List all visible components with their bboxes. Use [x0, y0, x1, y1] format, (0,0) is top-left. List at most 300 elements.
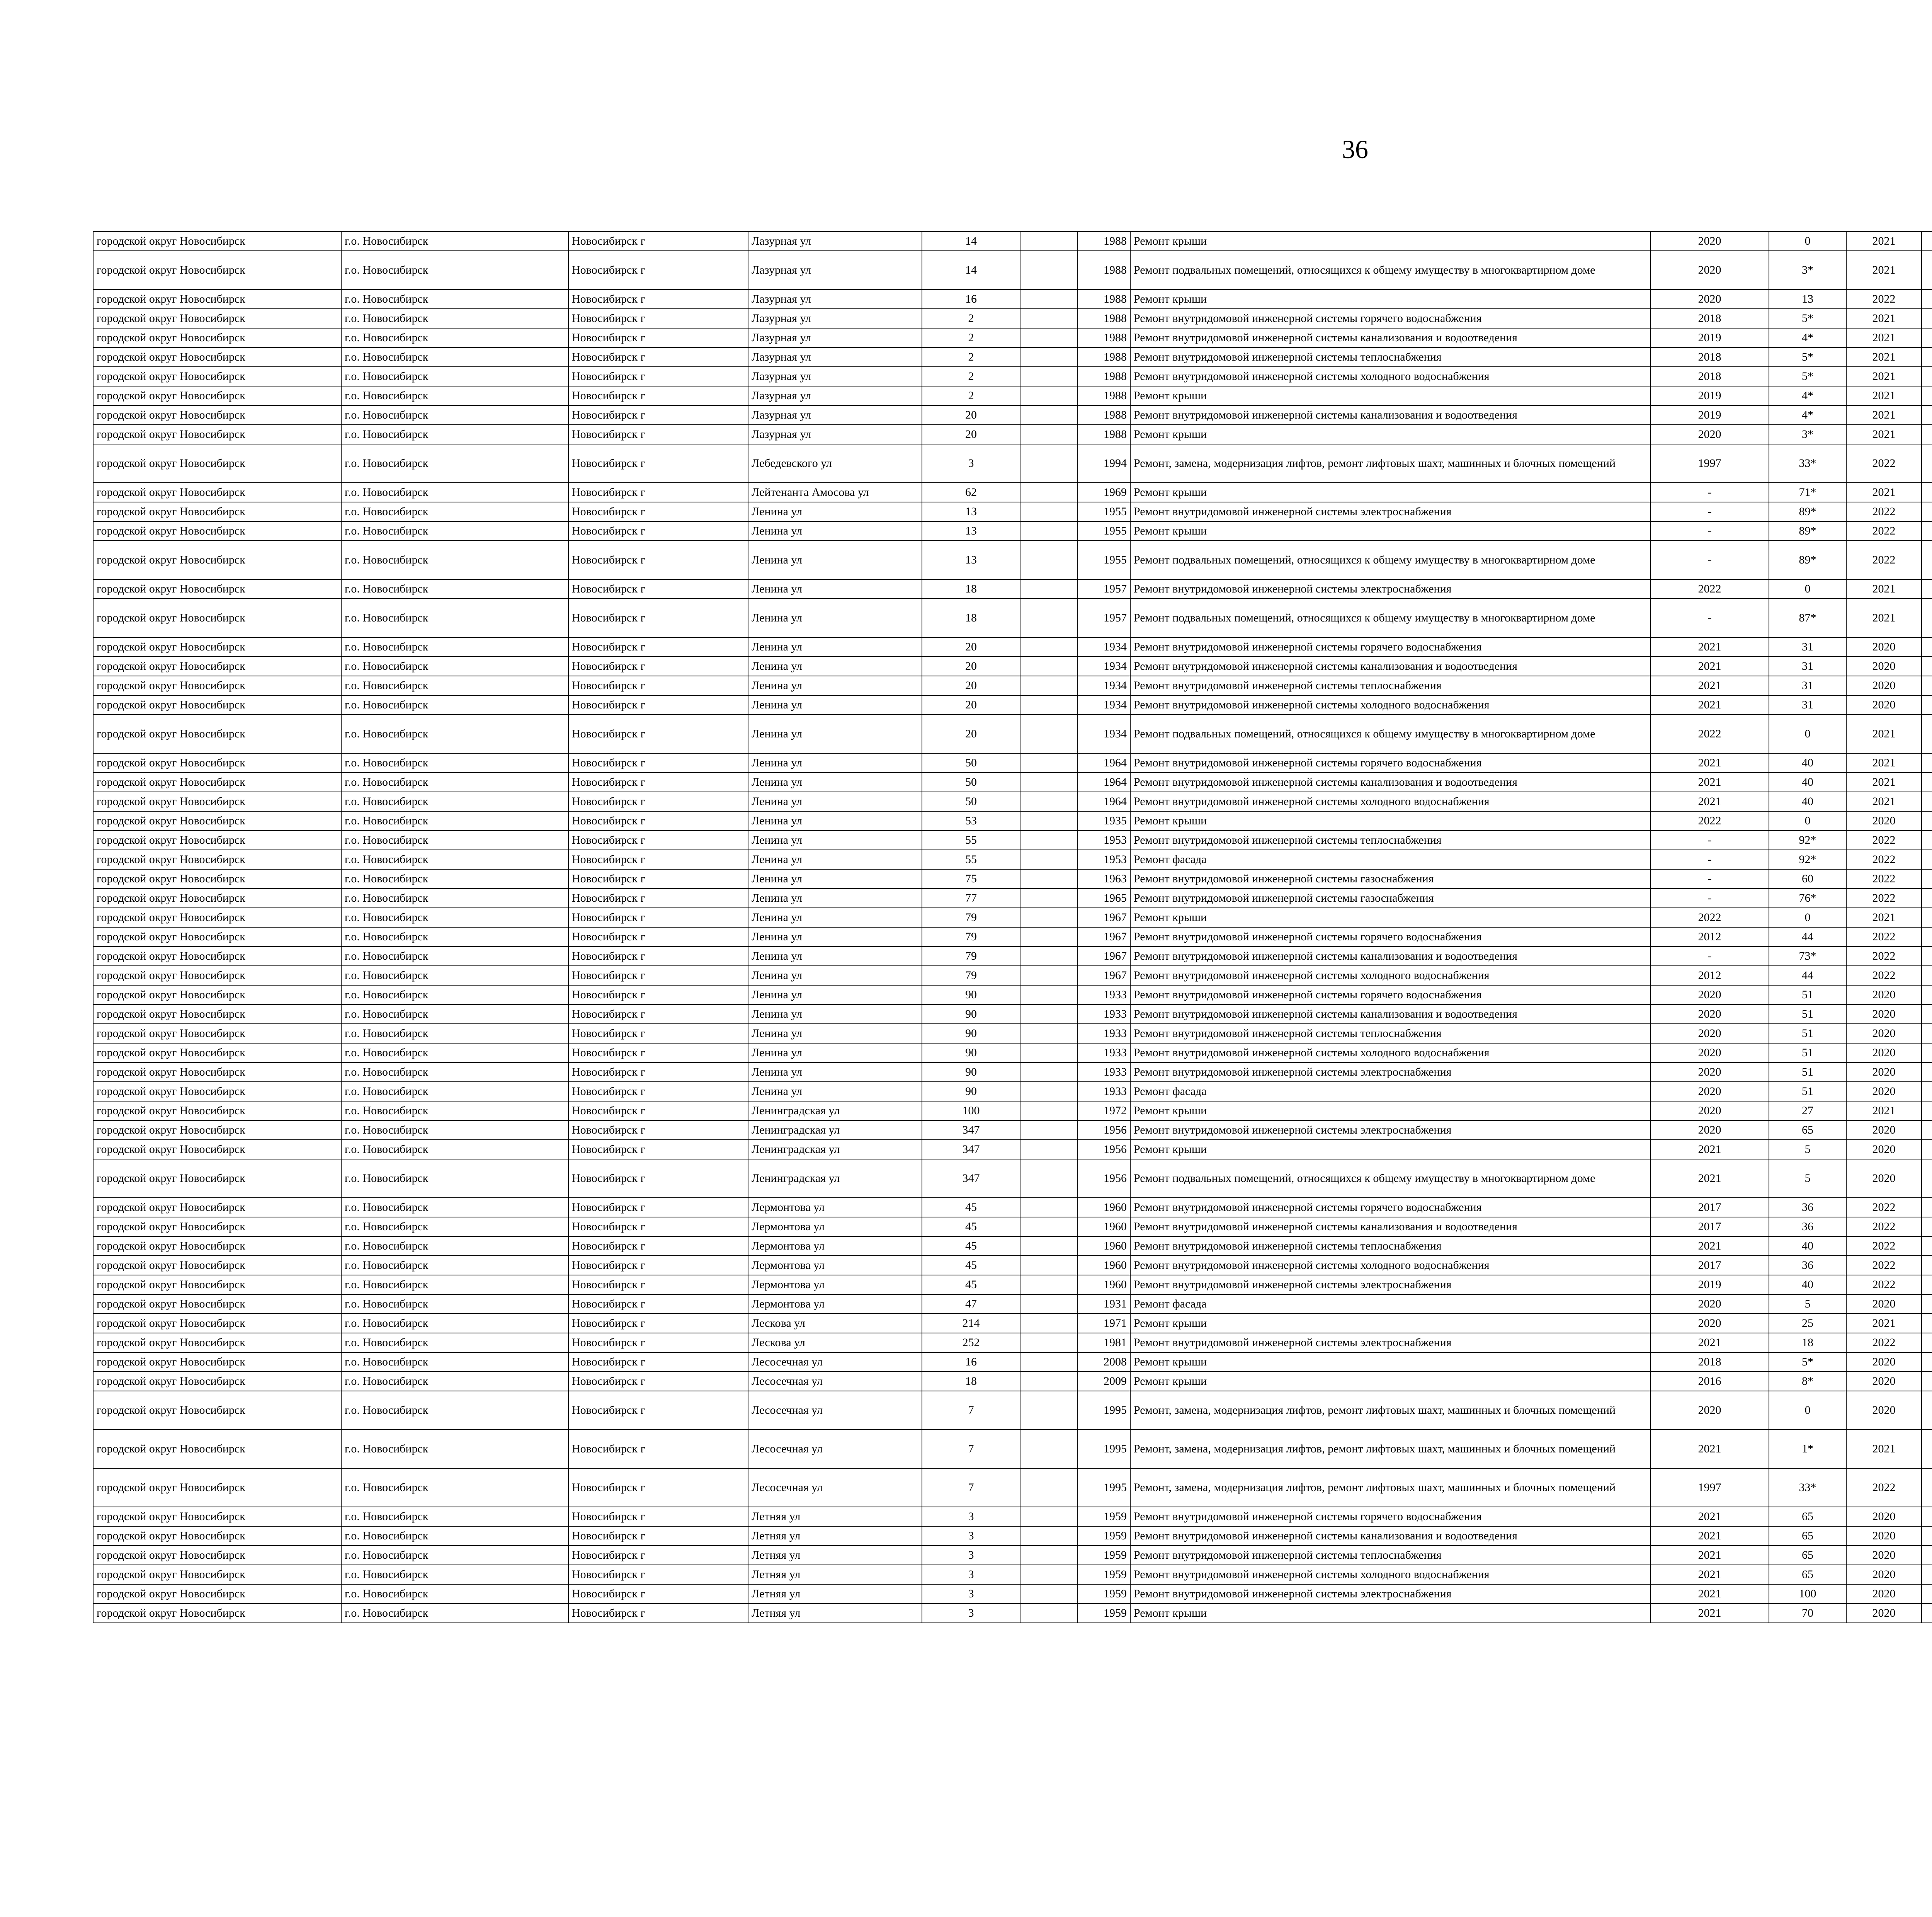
cell-built-year: 1934: [1077, 676, 1130, 695]
cell-wear-percent: 0: [1769, 579, 1846, 599]
cell-wear-percent: 0: [1769, 811, 1846, 831]
cell-plan-end-year: [1922, 444, 1932, 483]
cell-wear-percent: 33*: [1769, 444, 1846, 483]
cell-wear-percent: 1*: [1769, 1430, 1846, 1468]
cell-municipality: городской округ Новосибирск: [93, 405, 341, 425]
cell-built-year: 1967: [1077, 908, 1130, 927]
cell-work-type: Ремонт крыши: [1130, 232, 1650, 251]
cell-house-number: 77: [922, 889, 1020, 908]
cell-built-year: 1988: [1077, 425, 1130, 444]
cell-house-number: 55: [922, 831, 1020, 850]
cell-last-repair-year: 2020: [1650, 289, 1769, 309]
cell-locality: Новосибирск г: [568, 792, 748, 811]
cell-work-type: Ремонт внутридомовой инженерной системы канализования и водоотведения: [1130, 328, 1650, 347]
table-row: [93, 232, 1932, 251]
cell-settlement: г.о. Новосибирск: [341, 1256, 568, 1275]
cell-building-number: [1020, 1391, 1077, 1430]
cell-settlement: г.о. Новосибирск: [341, 637, 568, 657]
cell-building-number: [1020, 541, 1077, 579]
cell-plan-start-year: 2021: [1846, 908, 1922, 927]
table-row: [93, 1565, 1932, 1584]
cell-municipality: городской округ Новосибирск: [93, 1217, 341, 1236]
table-row: [93, 251, 1932, 289]
cell-built-year: 1960: [1077, 1198, 1130, 1217]
cell-plan-start-year: 2020: [1846, 1546, 1922, 1565]
cell-wear-percent: 40: [1769, 792, 1846, 811]
cell-plan-start-year: 2022: [1846, 502, 1922, 521]
cell-street: Лебедевского ул: [748, 444, 922, 483]
table-row: [93, 1198, 1932, 1217]
table-row: [93, 289, 1932, 309]
cell-house-number: 3: [922, 1507, 1020, 1526]
cell-plan-end-year: [1922, 1082, 1932, 1101]
cell-house-number: 62: [922, 483, 1020, 502]
cell-settlement: г.о. Новосибирск: [341, 985, 568, 1004]
cell-building-number: [1020, 831, 1077, 850]
cell-house-number: 3: [922, 1584, 1020, 1604]
cell-house-number: 53: [922, 811, 1020, 831]
cell-house-number: 90: [922, 1082, 1020, 1101]
cell-building-number: [1020, 579, 1077, 599]
table-row: [93, 831, 1932, 850]
cell-built-year: 1967: [1077, 927, 1130, 947]
cell-municipality: городской округ Новосибирск: [93, 1372, 341, 1391]
cell-settlement: г.о. Новосибирск: [341, 1159, 568, 1198]
cell-municipality: городской округ Новосибирск: [93, 541, 341, 579]
cell-plan-end-year: [1922, 908, 1932, 927]
cell-plan-end-year: [1922, 1024, 1932, 1043]
cell-building-number: [1020, 1294, 1077, 1314]
cell-building-number: [1020, 405, 1077, 425]
cell-wear-percent: 3*: [1769, 251, 1846, 289]
cell-street: Ленина ул: [748, 869, 922, 889]
cell-plan-start-year: 2020: [1846, 1120, 1922, 1140]
cell-municipality: городской округ Новосибирск: [93, 1043, 341, 1062]
cell-work-type: Ремонт внутридомовой инженерной системы газоснабжения: [1130, 889, 1650, 908]
cell-plan-end-year: [1922, 1159, 1932, 1198]
cell-work-type: Ремонт крыши: [1130, 1372, 1650, 1391]
cell-house-number: 2: [922, 367, 1020, 386]
cell-house-number: 90: [922, 1062, 1020, 1082]
cell-work-type: Ремонт внутридомовой инженерной системы канализования и водоотведения: [1130, 657, 1650, 676]
cell-work-type: Ремонт внутридомовой инженерной системы горячего водоснабжения: [1130, 309, 1650, 328]
cell-building-number: [1020, 1120, 1077, 1140]
cell-house-number: 90: [922, 985, 1020, 1004]
cell-building-number: [1020, 792, 1077, 811]
cell-house-number: 16: [922, 1352, 1020, 1372]
cell-plan-end-year: [1922, 1584, 1932, 1604]
cell-settlement: г.о. Новосибирск: [341, 1198, 568, 1217]
cell-wear-percent: 27: [1769, 1101, 1846, 1120]
cell-locality: Новосибирск г: [568, 1546, 748, 1565]
cell-locality: Новосибирск г: [568, 966, 748, 985]
cell-locality: Новосибирск г: [568, 889, 748, 908]
cell-building-number: [1020, 1468, 1077, 1507]
cell-building-number: [1020, 1565, 1077, 1584]
cell-last-repair-year: 1997: [1650, 1468, 1769, 1507]
cell-last-repair-year: 2020: [1650, 1120, 1769, 1140]
cell-municipality: городской округ Новосибирск: [93, 309, 341, 328]
cell-building-number: [1020, 947, 1077, 966]
cell-plan-start-year: 2021: [1846, 579, 1922, 599]
cell-wear-percent: 65: [1769, 1546, 1846, 1565]
cell-wear-percent: 65: [1769, 1565, 1846, 1584]
cell-work-type: Ремонт внутридомовой инженерной системы электроснабжения: [1130, 1120, 1650, 1140]
cell-last-repair-year: 2020: [1650, 425, 1769, 444]
cell-plan-start-year: 2020: [1846, 676, 1922, 695]
cell-built-year: 1988: [1077, 309, 1130, 328]
cell-house-number: 100: [922, 1101, 1020, 1120]
table-row: [93, 773, 1932, 792]
table-row: [93, 1468, 1932, 1507]
cell-house-number: 79: [922, 947, 1020, 966]
table-row: [93, 1333, 1932, 1352]
table-row: [93, 947, 1932, 966]
cell-street: Летняя ул: [748, 1584, 922, 1604]
cell-building-number: [1020, 1101, 1077, 1120]
cell-work-type: Ремонт внутридомовой инженерной системы теплоснабжения: [1130, 1024, 1650, 1043]
cell-wear-percent: 51: [1769, 1004, 1846, 1024]
cell-plan-start-year: 2022: [1846, 831, 1922, 850]
cell-plan-end-year: [1922, 773, 1932, 792]
cell-building-number: [1020, 328, 1077, 347]
cell-built-year: 1960: [1077, 1256, 1130, 1275]
cell-building-number: [1020, 1372, 1077, 1391]
table-row: [93, 483, 1932, 502]
cell-built-year: 1972: [1077, 1101, 1130, 1120]
cell-settlement: г.о. Новосибирск: [341, 502, 568, 521]
cell-building-number: [1020, 927, 1077, 947]
cell-last-repair-year: 2020: [1650, 1294, 1769, 1314]
cell-house-number: 347: [922, 1120, 1020, 1140]
page-number: 36: [1342, 134, 1368, 164]
cell-wear-percent: 3*: [1769, 425, 1846, 444]
cell-plan-start-year: 2020: [1846, 1082, 1922, 1101]
cell-settlement: г.о. Новосибирск: [341, 927, 568, 947]
cell-locality: Новосибирск г: [568, 695, 748, 715]
cell-street: Ленина ул: [748, 811, 922, 831]
cell-street: Лермонтова ул: [748, 1256, 922, 1275]
cell-house-number: 7: [922, 1468, 1020, 1507]
cell-settlement: г.о. Новосибирск: [341, 1604, 568, 1623]
cell-plan-end-year: [1922, 1372, 1932, 1391]
cell-municipality: городской округ Новосибирск: [93, 502, 341, 521]
cell-locality: Новосибирск г: [568, 1043, 748, 1062]
table-row: [93, 908, 1932, 927]
cell-building-number: [1020, 232, 1077, 251]
cell-built-year: 1935: [1077, 811, 1130, 831]
cell-locality: Новосибирск г: [568, 1120, 748, 1140]
cell-house-number: 90: [922, 1043, 1020, 1062]
cell-settlement: г.о. Новосибирск: [341, 1430, 568, 1468]
cell-work-type: Ремонт внутридомовой инженерной системы электроснабжения: [1130, 579, 1650, 599]
cell-house-number: 7: [922, 1430, 1020, 1468]
cell-built-year: 1955: [1077, 502, 1130, 521]
cell-locality: Новосибирск г: [568, 831, 748, 850]
cell-locality: Новосибирск г: [568, 1217, 748, 1236]
cell-plan-end-year: [1922, 1565, 1932, 1584]
cell-work-type: Ремонт внутридомовой инженерной системы канализования и водоотведения: [1130, 947, 1650, 966]
cell-work-type: Ремонт внутридомовой инженерной системы электроснабжения: [1130, 502, 1650, 521]
cell-built-year: 1959: [1077, 1604, 1130, 1623]
cell-building-number: [1020, 1082, 1077, 1101]
cell-house-number: 347: [922, 1140, 1020, 1159]
cell-work-type: Ремонт внутридомовой инженерной системы теплоснабжения: [1130, 676, 1650, 695]
cell-plan-end-year: [1922, 309, 1932, 328]
cell-plan-end-year: [1922, 483, 1932, 502]
cell-last-repair-year: -: [1650, 599, 1769, 637]
table-row: [93, 1256, 1932, 1275]
cell-settlement: г.о. Новосибирск: [341, 1236, 568, 1256]
cell-house-number: 50: [922, 773, 1020, 792]
cell-settlement: г.о. Новосибирск: [341, 1004, 568, 1024]
cell-wear-percent: 51: [1769, 1024, 1846, 1043]
cell-settlement: г.о. Новосибирск: [341, 1526, 568, 1546]
cell-municipality: городской округ Новосибирск: [93, 1391, 341, 1430]
cell-built-year: 1959: [1077, 1565, 1130, 1584]
cell-house-number: 20: [922, 425, 1020, 444]
cell-house-number: 90: [922, 1024, 1020, 1043]
cell-plan-end-year: [1922, 425, 1932, 444]
cell-municipality: городской округ Новосибирск: [93, 579, 341, 599]
cell-wear-percent: 44: [1769, 927, 1846, 947]
cell-work-type: Ремонт внутридомовой инженерной системы холодного водоснабжения: [1130, 792, 1650, 811]
cell-built-year: 1933: [1077, 1004, 1130, 1024]
cell-last-repair-year: 2018: [1650, 309, 1769, 328]
cell-street: Ленина ул: [748, 850, 922, 869]
cell-settlement: г.о. Новосибирск: [341, 1043, 568, 1062]
cell-plan-start-year: 2022: [1846, 889, 1922, 908]
cell-locality: Новосибирск г: [568, 1565, 748, 1584]
cell-wear-percent: 31: [1769, 637, 1846, 657]
cell-building-number: [1020, 425, 1077, 444]
cell-settlement: г.о. Новосибирск: [341, 1546, 568, 1565]
cell-settlement: г.о. Новосибирск: [341, 657, 568, 676]
cell-street: Ленина ул: [748, 985, 922, 1004]
cell-municipality: городской округ Новосибирск: [93, 1256, 341, 1275]
cell-work-type: Ремонт внутридомовой инженерной системы горячего водоснабжения: [1130, 753, 1650, 773]
cell-wear-percent: 71*: [1769, 483, 1846, 502]
cell-plan-end-year: [1922, 579, 1932, 599]
cell-plan-end-year: [1922, 966, 1932, 985]
cell-built-year: 1956: [1077, 1159, 1130, 1198]
cell-plan-start-year: 2020: [1846, 1159, 1922, 1198]
cell-last-repair-year: 2020: [1650, 1101, 1769, 1120]
cell-locality: Новосибирск г: [568, 1372, 748, 1391]
table-row: [93, 1024, 1932, 1043]
cell-built-year: 1988: [1077, 289, 1130, 309]
cell-locality: Новосибирск г: [568, 232, 748, 251]
cell-locality: Новосибирск г: [568, 811, 748, 831]
cell-built-year: 1960: [1077, 1217, 1130, 1236]
cell-plan-end-year: [1922, 1526, 1932, 1546]
cell-locality: Новосибирск г: [568, 1294, 748, 1314]
cell-plan-start-year: 2021: [1846, 309, 1922, 328]
table-row: [93, 637, 1932, 657]
cell-built-year: 1964: [1077, 753, 1130, 773]
cell-plan-start-year: 2022: [1846, 1256, 1922, 1275]
cell-house-number: 2: [922, 347, 1020, 367]
table-row: [93, 386, 1932, 405]
cell-last-repair-year: 2016: [1650, 1372, 1769, 1391]
cell-plan-end-year: [1922, 792, 1932, 811]
cell-settlement: г.о. Новосибирск: [341, 386, 568, 405]
cell-street: Лесосечная ул: [748, 1352, 922, 1372]
cell-building-number: [1020, 1062, 1077, 1082]
cell-locality: Новосибирск г: [568, 869, 748, 889]
cell-house-number: 45: [922, 1198, 1020, 1217]
cell-building-number: [1020, 753, 1077, 773]
cell-plan-end-year: [1922, 502, 1932, 521]
cell-street: Ленина ул: [748, 889, 922, 908]
cell-plan-start-year: 2020: [1846, 1062, 1922, 1082]
cell-locality: Новосибирск г: [568, 1275, 748, 1294]
cell-building-number: [1020, 1430, 1077, 1468]
cell-plan-end-year: [1922, 1236, 1932, 1256]
cell-plan-end-year: [1922, 1352, 1932, 1372]
cell-house-number: 16: [922, 289, 1020, 309]
cell-municipality: городской округ Новосибирск: [93, 289, 341, 309]
cell-built-year: 1969: [1077, 483, 1130, 502]
cell-building-number: [1020, 1043, 1077, 1062]
cell-house-number: 79: [922, 908, 1020, 927]
cell-settlement: г.о. Новосибирск: [341, 676, 568, 695]
table-row: [93, 1391, 1932, 1430]
table-row: [93, 1275, 1932, 1294]
table-row: [93, 1507, 1932, 1526]
cell-locality: Новосибирск г: [568, 251, 748, 289]
cell-house-number: 18: [922, 579, 1020, 599]
cell-settlement: г.о. Новосибирск: [341, 811, 568, 831]
cell-building-number: [1020, 850, 1077, 869]
cell-built-year: 2008: [1077, 1352, 1130, 1372]
cell-settlement: г.о. Новосибирск: [341, 1352, 568, 1372]
cell-plan-start-year: 2021: [1846, 773, 1922, 792]
cell-last-repair-year: 2020: [1650, 1043, 1769, 1062]
cell-built-year: 1967: [1077, 947, 1130, 966]
cell-wear-percent: 76*: [1769, 889, 1846, 908]
cell-plan-start-year: 2020: [1846, 1604, 1922, 1623]
cell-house-number: 20: [922, 715, 1020, 753]
cell-last-repair-year: 2021: [1650, 753, 1769, 773]
cell-built-year: 1931: [1077, 1294, 1130, 1314]
cell-locality: Новосибирск г: [568, 483, 748, 502]
cell-building-number: [1020, 985, 1077, 1004]
cell-municipality: городской округ Новосибирск: [93, 985, 341, 1004]
cell-plan-end-year: [1922, 1546, 1932, 1565]
table-row: [93, 1372, 1932, 1391]
cell-locality: Новосибирск г: [568, 1256, 748, 1275]
cell-wear-percent: 5: [1769, 1159, 1846, 1198]
cell-plan-end-year: [1922, 1198, 1932, 1217]
cell-house-number: 3: [922, 1526, 1020, 1546]
cell-street: Лермонтова ул: [748, 1198, 922, 1217]
cell-house-number: 3: [922, 444, 1020, 483]
cell-wear-percent: 73*: [1769, 947, 1846, 966]
cell-settlement: г.о. Новосибирск: [341, 328, 568, 347]
cell-plan-start-year: 2021: [1846, 425, 1922, 444]
cell-locality: Новосибирск г: [568, 347, 748, 367]
cell-work-type: Ремонт внутридомовой инженерной системы холодного водоснабжения: [1130, 1565, 1650, 1584]
table-row: [93, 425, 1932, 444]
cell-street: Ленина ул: [748, 966, 922, 985]
cell-wear-percent: 0: [1769, 232, 1846, 251]
cell-street: Лермонтова ул: [748, 1217, 922, 1236]
cell-settlement: г.о. Новосибирск: [341, 309, 568, 328]
cell-work-type: Ремонт внутридомовой инженерной системы теплоснабжения: [1130, 831, 1650, 850]
cell-last-repair-year: 2018: [1650, 347, 1769, 367]
cell-municipality: городской округ Новосибирск: [93, 1024, 341, 1043]
cell-wear-percent: 44: [1769, 966, 1846, 985]
table-row: [93, 1120, 1932, 1140]
cell-street: Ленина ул: [748, 599, 922, 637]
cell-street: Ленина ул: [748, 637, 922, 657]
cell-plan-start-year: 2022: [1846, 444, 1922, 483]
cell-built-year: 1965: [1077, 889, 1130, 908]
cell-street: Лескова ул: [748, 1333, 922, 1352]
cell-municipality: городской округ Новосибирск: [93, 947, 341, 966]
cell-street: Лермонтова ул: [748, 1294, 922, 1314]
cell-settlement: г.о. Новосибирск: [341, 425, 568, 444]
cell-building-number: [1020, 1140, 1077, 1159]
cell-work-type: Ремонт внутридомовой инженерной системы холодного водоснабжения: [1130, 367, 1650, 386]
cell-building-number: [1020, 869, 1077, 889]
cell-street: Ленина ул: [748, 792, 922, 811]
cell-wear-percent: 0: [1769, 715, 1846, 753]
cell-plan-start-year: 2020: [1846, 657, 1922, 676]
cell-locality: Новосибирск г: [568, 1198, 748, 1217]
cell-building-number: [1020, 966, 1077, 985]
cell-last-repair-year: 2021: [1650, 1507, 1769, 1526]
cell-municipality: городской округ Новосибирск: [93, 657, 341, 676]
cell-street: Ленина ул: [748, 541, 922, 579]
cell-locality: Новосибирск г: [568, 502, 748, 521]
cell-municipality: городской округ Новосибирск: [93, 676, 341, 695]
cell-settlement: г.о. Новосибирск: [341, 908, 568, 927]
cell-wear-percent: 5: [1769, 1140, 1846, 1159]
cell-street: Лесосечная ул: [748, 1468, 922, 1507]
cell-wear-percent: 5*: [1769, 347, 1846, 367]
cell-street: Ленина ул: [748, 715, 922, 753]
cell-last-repair-year: 2022: [1650, 715, 1769, 753]
cell-municipality: городской округ Новосибирск: [93, 347, 341, 367]
cell-municipality: городской округ Новосибирск: [93, 811, 341, 831]
cell-building-number: [1020, 1352, 1077, 1372]
table-row: [93, 1604, 1932, 1623]
cell-settlement: г.о. Новосибирск: [341, 367, 568, 386]
table-row: [93, 309, 1932, 328]
cell-street: Ленина ул: [748, 676, 922, 695]
cell-municipality: городской округ Новосибирск: [93, 1604, 341, 1623]
cell-plan-end-year: [1922, 1294, 1932, 1314]
cell-wear-percent: 40: [1769, 1236, 1846, 1256]
cell-built-year: 1995: [1077, 1430, 1130, 1468]
cell-settlement: г.о. Новосибирск: [341, 715, 568, 753]
cell-wear-percent: 60: [1769, 869, 1846, 889]
cell-settlement: г.о. Новосибирск: [341, 1294, 568, 1314]
cell-house-number: 55: [922, 850, 1020, 869]
cell-street: Ленинградская ул: [748, 1101, 922, 1120]
cell-plan-start-year: 2021: [1846, 1314, 1922, 1333]
cell-municipality: городской округ Новосибирск: [93, 1275, 341, 1294]
cell-settlement: г.о. Новосибирск: [341, 792, 568, 811]
cell-built-year: 1988: [1077, 347, 1130, 367]
cell-plan-end-year: [1922, 1430, 1932, 1468]
table-row: [93, 1101, 1932, 1120]
cell-wear-percent: 65: [1769, 1120, 1846, 1140]
cell-settlement: г.о. Новосибирск: [341, 579, 568, 599]
cell-settlement: г.о. Новосибирск: [341, 1507, 568, 1526]
